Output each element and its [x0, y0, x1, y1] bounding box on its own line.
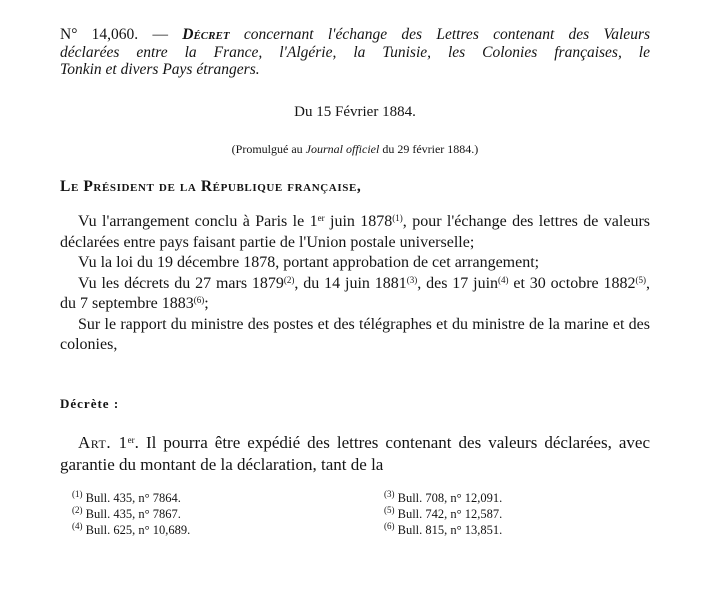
article-body: . Il pourra être expédié des lettres contenant des valeurs déclarées, avec garantie du montant de la déclaration, tant de la — [60, 433, 650, 474]
decree-keyword: Décret — [182, 26, 230, 43]
considerant-text: , du 14 juin 1881 — [294, 274, 407, 292]
article-label-sup: er — [127, 435, 135, 445]
footnote — [72, 490, 190, 506]
footnote-ref: (6) — [193, 295, 205, 305]
footnote-marker: (1) — [72, 489, 83, 499]
footnote-ref: (2) — [283, 274, 295, 285]
article-1 — [60, 432, 650, 476]
promulgation-journal: Journal officiel — [305, 142, 380, 156]
decree-heading-line-1 — [60, 26, 650, 44]
footnotes-right — [384, 490, 502, 538]
footnote-text: Bull. 435, n° 7864. — [85, 491, 181, 505]
considerant-decrets — [60, 274, 650, 315]
footnote — [384, 490, 502, 506]
article-label: Art. 1 — [78, 433, 128, 452]
footnote-marker: (6) — [384, 521, 395, 531]
footnote — [384, 522, 502, 538]
footnote-marker: (2) — [72, 505, 83, 515]
footnote-marker: (5) — [384, 505, 395, 515]
footnote-text: Bull. 625, n° 10,689. — [85, 523, 191, 537]
footnotes-left — [72, 490, 190, 538]
considerant-rapport: Sur le rapport du ministre des postes et des télégraphes et du ministre de la marine et des colonies, — [60, 315, 650, 353]
considerant-text: et 30 octobre 1882 — [508, 274, 636, 292]
footnote-ref: (4) — [498, 274, 509, 285]
footnote-text: Bull. 815, n° 13,851. — [397, 523, 503, 537]
footnote-marker: (3) — [384, 489, 395, 499]
considerant-text: , des 17 juin — [417, 274, 499, 292]
article-1-text — [60, 432, 650, 476]
decree-number: N° 14,060. — — [60, 26, 168, 43]
superscript-er: er — [317, 213, 325, 223]
promulgation-suffix: du 29 février 1884.) — [382, 142, 479, 156]
considerant-text: juin 1878 — [324, 213, 393, 230]
president-heading: Le Président de la République française, — [60, 178, 362, 195]
footnote — [72, 506, 190, 522]
decree-heading-line-2: déclarées entre la France, l'Algérie, la Tunisie, les Colonies françaises, le — [60, 43, 650, 61]
considerants — [60, 212, 650, 356]
footnote-marker: (4) — [72, 521, 83, 531]
footnote — [72, 522, 190, 538]
decree-heading-line-3: Tonkin et divers Pays étrangers. — [60, 61, 260, 78]
footnote-ref: (5) — [635, 274, 647, 285]
decree-heading — [60, 26, 650, 79]
considerant-text: ; — [204, 295, 209, 312]
considerant-text: Vu les décrets du 27 mars 1879 — [78, 274, 284, 292]
footnote-text: Bull. 435, n° 7867. — [85, 507, 181, 521]
decree-date: Du 15 Février 1884. — [294, 104, 416, 120]
decree-title-part-1: concernant l'échange des Lettres contenant des Valeurs — [243, 26, 651, 43]
footnote-text: Bull. 742, n° 12,587. — [397, 507, 503, 521]
footnote-text: Bull. 708, n° 12,091. — [397, 491, 503, 505]
footnote — [384, 506, 502, 522]
considerant-text: Vu l'arrangement conclu à Paris le 1 — [78, 213, 318, 230]
footnote-ref: (3) — [406, 274, 418, 285]
considerant-text: , du 7 septembre 1883 — [60, 274, 651, 312]
promulgation-prefix: (Promulgué au — [231, 142, 303, 156]
promulgation-note — [0, 142, 710, 157]
considerant-arrangement — [60, 212, 650, 253]
footnote-ref: (1) — [392, 213, 403, 223]
decrete-heading: Décrète : — [60, 396, 120, 411]
considerant-loi: Vu la loi du 19 décembre 1878, portant approbation de cet arrangement; — [78, 254, 540, 271]
considerant-text: , pour l'échange des lettres de valeurs déclarées entre pays faisant partie de l'Union postale universelle; — [60, 213, 651, 251]
